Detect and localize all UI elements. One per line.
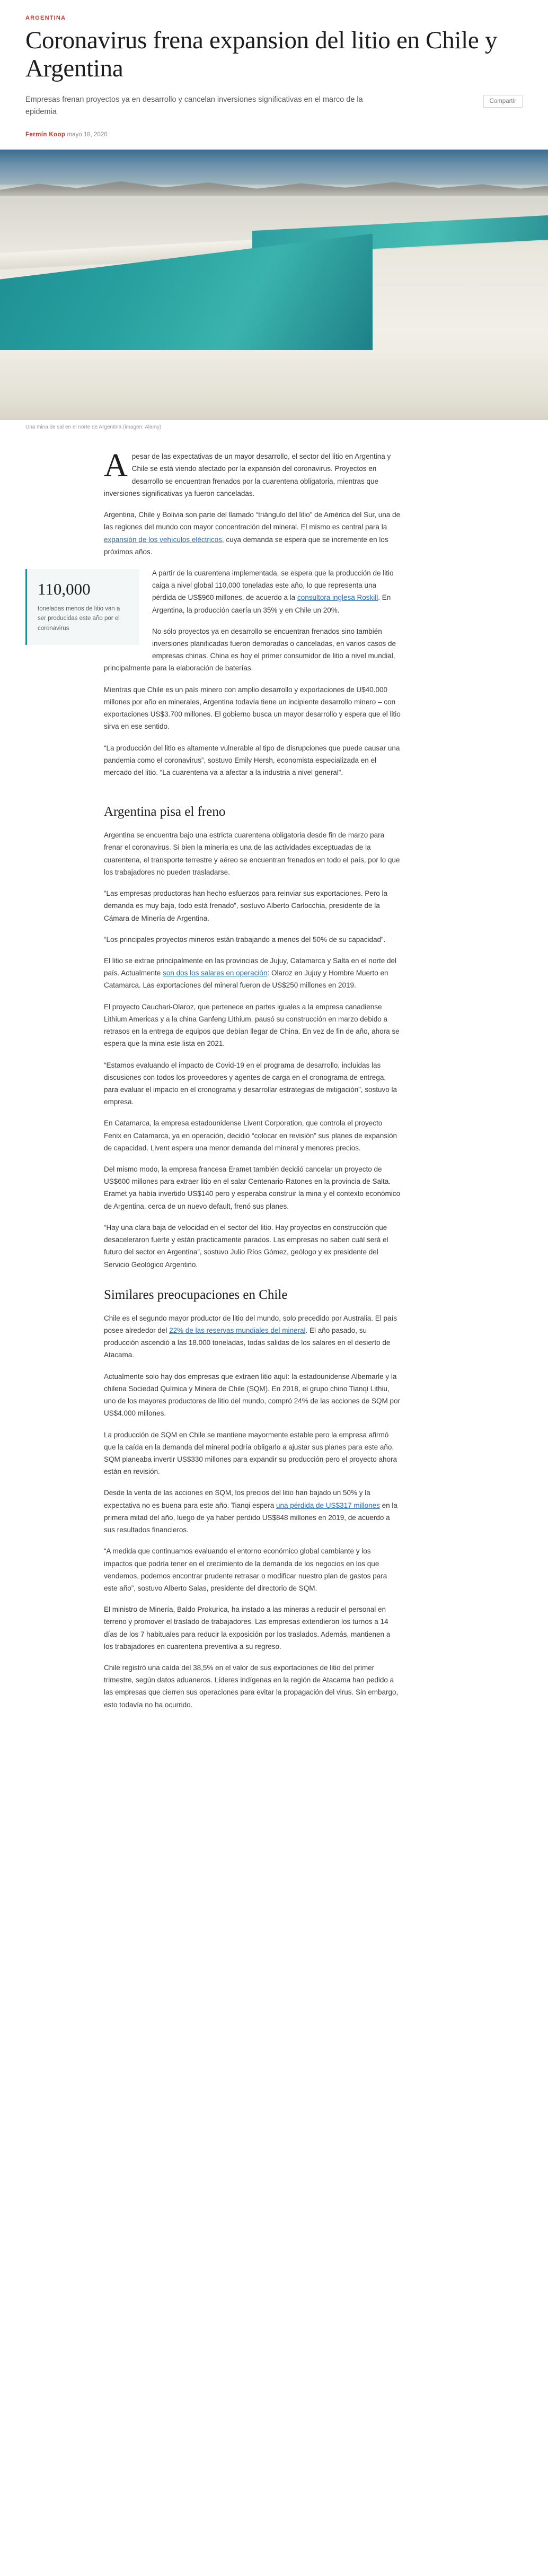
paragraph-chi-3: La producción de SQM en Chile se mantiene mayormente estable pero la empresa afirmó que la caída en la demanda del mineral podría obligarlo a ajustar sus planes para este año. SQM planeaba invertir US$330 millones para expandir su producción pero el proyecto ahora están en revisión. <box>104 1430 397 1476</box>
pullquote <box>25 569 139 645</box>
pullquote-number: 110,000 <box>38 579 91 598</box>
arg4-post: : Olaroz en Jujuy y Hombre Muerto en Catamarca. Las exportaciones del mineral fueron de US$250 millones en 2019. <box>104 969 388 990</box>
paragraph-chile-minero: Mientras que Chile es un país minero con amplio desarrollo y exportaciones de U$40.000 millones por año en minerales, Argentina todavía tiene un incipiente desarrollo minero – con exportaciones US$3.700 millones. El gobierno busca un mayor desarrollo y espera que el litio sirva en ese sentido. <box>104 685 401 731</box>
paragraph-triangle <box>104 509 401 558</box>
article-standfirst: Empresas frenan proyectos ya en desarrollo y cancelan inversiones significativas en el marco de la epidemia <box>25 95 363 116</box>
paragraph-chi-7: Chile registró una caída del 38,5% en el valor de sus exportaciones de litio del primer trimestre, según datos aduaneros. Líderes indígenas en la región de Atacama han pedido a las empresas que cierren sus operaciones para evitar la propagación del virus. Sin embargo, esto todavía no ha ocurrido. <box>104 1664 399 1709</box>
paragraph-arg-7: En Catamarca, la empresa estadounidense Livent Corporation, que controla el proyecto Fenix en Catamarca, ya en operación, decidió “colocar en revisión” sus planes de expansión de capacidad. Livent espera una menor demanda del mineral y menores precios. <box>104 1119 397 1152</box>
chi4-pre: Desde la venta de las acciones en SQM, los precios del litio han bajado un 50% y la expectativa no es buena para este año. Tianqi espera <box>104 1489 370 1509</box>
p2-pre: Argentina, Chile y Bolivia son parte del llamado “triángulo del litio” de América del Sur, una de las regiones del mundo con mayor concentración del mineral. El mismo es central para la <box>104 511 401 531</box>
article-header <box>0 0 548 138</box>
link-perdida-tianqi[interactable]: una pérdida de US$317 millones <box>276 1501 380 1509</box>
paragraph-arg-2: “Las empresas productoras han hecho esfuerzos para reinviar sus exportaciones. Pero la demanda es muy baja, todo está frenado”, sostuvo Alberto Carlocchia, presidente de la Cámara de Minería de Argentina. <box>104 889 388 922</box>
p3-post: . En Argentina, la producción caería un 35% y en Chile un 20%. <box>152 593 391 614</box>
paragraph-arg-4 <box>104 955 401 992</box>
paragraph-chi-2: Actualmente solo hay dos empresas que extraen litio aquí: la estadounidense Albemarle y la chilena Sociedad Química y Minera de Chile (SQM). En 2018, el grupo chino Tianqi Lithiu, uno de los mayores productores de litio del mundo, compró 24% de las acciones de SQM por US$4.000 millones. <box>104 1372 401 1418</box>
chi1-post: . El año pasado, su producción ascendió a las 18.000 toneladas, todas salidas de los salares en el desierto de Atacama. <box>104 1326 391 1359</box>
link-salares-en-operacion[interactable]: son dos los salares en operación <box>163 969 268 977</box>
section-heading-chile: Similares preocupaciones en Chile <box>104 1287 288 1302</box>
body-column <box>38 448 401 1711</box>
share-button[interactable]: Compartir <box>483 95 523 108</box>
paragraph-arg-1: Argentina se encuentra bajo una estricta cuarentena obligatoria desde fin de marzo para frenar el coronavirus. Si bien la minería es una de las actividades exceptuadas de la cuarentena, el transporte terrestre y aéreo se encuentran frenados en todo el país, por lo que los trabajadores no pueden trasladarse. <box>104 831 400 876</box>
link-reservas-mundiales[interactable]: 22% de las reservas mundiales del mineral <box>169 1326 306 1334</box>
paragraph-chi-6: El ministro de Minería, Baldo Prokurica, ha instado a las mineras a reducir el personal en terreno y promover el traslado de trabajadores. Las empresas extendieron los turnos a 14 días de los 7 habituales para reducir la exposición por los traslados. Además, mantienen a los trabajadores en cuarentena preventiva a su regreso. <box>104 1605 391 1651</box>
p3-pre: A partir de la cuarentena implementada, se espera que la producción de litio caiga a nivel global 110,000 toneladas este año, lo que representa una pérdida de US$960 millones, de acuerdo a la <box>152 569 394 602</box>
link-vehiculos-electricos[interactable]: expansión de los vehículos eléctricos <box>104 535 222 544</box>
author-name[interactable]: Fermín Koop <box>25 132 66 138</box>
paragraph-hersh-quote: “La producción del litio es altamente vulnerable al tipo de disrupciones que puede causar una pandemia como el coronavirus”, sostuvo Emily Hersh, economista especializada en el mercado del litio. “La cuarentena va a afectar a la industria a nivel general”. <box>104 744 400 776</box>
byline <box>25 132 523 138</box>
paragraph-intro: A pesar de las expectativas de un mayor desarrollo, el sector del litio en Argentina y Chile se está viendo afectado por la expansión del coronavirus. Proyectos en desarrollo se encuentran frenados por la cuarentena obligatoria, mientras que inversiones significativas ya fueron canceladas. <box>104 448 391 497</box>
publish-date: mayo 18, 2020 <box>67 132 108 138</box>
image-caption: Una mina de sal en el norte de Argentina (imagen: Alamy) <box>25 424 162 431</box>
paragraph-arg-8: Del mismo modo, la empresa francesa Eramet también decidió cancelar un proyecto de US$600 millones para extraer litio en el salar Centenario-Ratones en la provincia de Salta. Eramet ya había invertido US$140 pero y esperaba construir la mina y el contexto económico de Argentina, cerca de un nuevo default, frenó sus planes. <box>104 1165 401 1210</box>
paragraph-arg-9: “Hay una clara baja de velocidad en el sector del litio. Hay proyectos en construcción que desaceleraron fuerte y están practicamente parados. Las empresas no saben cuál será el futuro del sector en Argentina”, sostuvo Julio Ríos Gómez, geólogo y ex presidente del Servicio Geológico Argentino. <box>104 1223 388 1269</box>
link-consultora-roskill[interactable]: consultora inglesa Roskill <box>297 593 378 602</box>
paragraph-inversiones: No sólo proyectos ya en desarrollo se encuentran frenados sino también inversiones planificadas fueron demoradas o canceladas, en varios casos de empresas chinas. China es hoy el primer consumidor de litio a nivel mundial, principalmente para la elaboración de baterías. <box>104 627 396 673</box>
chi4-post: en la primera mitad del año, luego de ya haber perdido US$848 millones en 2019, de acuerdo a sus resultados financieros. <box>104 1501 397 1534</box>
hero-sky <box>0 150 548 185</box>
section-heading-argentina: Argentina pisa el freno <box>104 805 226 819</box>
chi1-pre: Chile es el segundo mayor productor de litio del mundo, solo precedido por Australia. El país posee alrededor del <box>104 1314 397 1334</box>
paragraph-chi-1 <box>104 1312 401 1361</box>
paragraph-chi-5: “A medida que continuamos evaluando el entorno económico global cambiante y los impactos que podría tener en el crecimiento de la demanda de los negocios en los que vendemos, podemos encontrar prudente retrasar o modificar nuestro plan de gastos para este año”, sostuvo Alberto Salas, presidente del directorio de SQM. <box>104 1547 387 1592</box>
article-kicker[interactable]: ARGENTINA <box>25 15 66 21</box>
paragraph-intro-text: pesar de las expectativas de un mayor desarrollo, el sector del litio en Argentina y Chile se está viendo afectado por la expansión del coronavirus. Proyectos en desarrollo se encuentran frenados por la cuarentena obligatoria, mientras que inversiones significativas ya fueron canceladas. <box>104 452 391 497</box>
paragraph-chi-4 <box>104 1487 401 1536</box>
arg4-pre: El litio se extrae principalmente en las provincias de Jujuy, Catamarca y Salta en el norte del país. Actualmente <box>104 956 397 977</box>
standfirst-row <box>25 94 523 118</box>
p2-post: , cuya demanda se espera que se incremente en los próximos años. <box>104 535 388 556</box>
paragraph-arg-3: “Los principales proyectos mineros están trabajando a menos del 50% de su capacidad”. <box>104 935 386 944</box>
hero-image-wrap <box>0 150 548 420</box>
hero-foreground <box>0 350 548 421</box>
article-body <box>0 445 548 1752</box>
pullquote-text: toneladas menos de litio van a ser producidas este año por el coronavirus <box>38 605 120 632</box>
paragraph-arg-6: “Estamos evaluando el impacto de Covid-19 en el programa de desarrollo, incluidas las discusiones con todos los proveedores y agentes de carga en el cronograma de entrega, para evaluar el impacto en el cronograma y desarrollar estrategias de mitigación”, sostuvo la empresa. <box>104 1061 397 1106</box>
hero-image <box>0 150 548 420</box>
page-title: Coronavirus frena expansion del litio en Chile y Argentina <box>25 27 498 82</box>
paragraph-arg-5: El proyecto Cauchari-Olaroz, que pertenece en partes iguales a la empresa canadiense Lithium Americas y a la china Ganfeng Lithium, pausó su construcción en marzo debido a retrasos en la entrega de equipos que debían llegar de China. En vez de fin de año, ahora se espera que la mina este lista en 2021. <box>104 1002 400 1048</box>
paragraph-roskill <box>104 567 401 616</box>
